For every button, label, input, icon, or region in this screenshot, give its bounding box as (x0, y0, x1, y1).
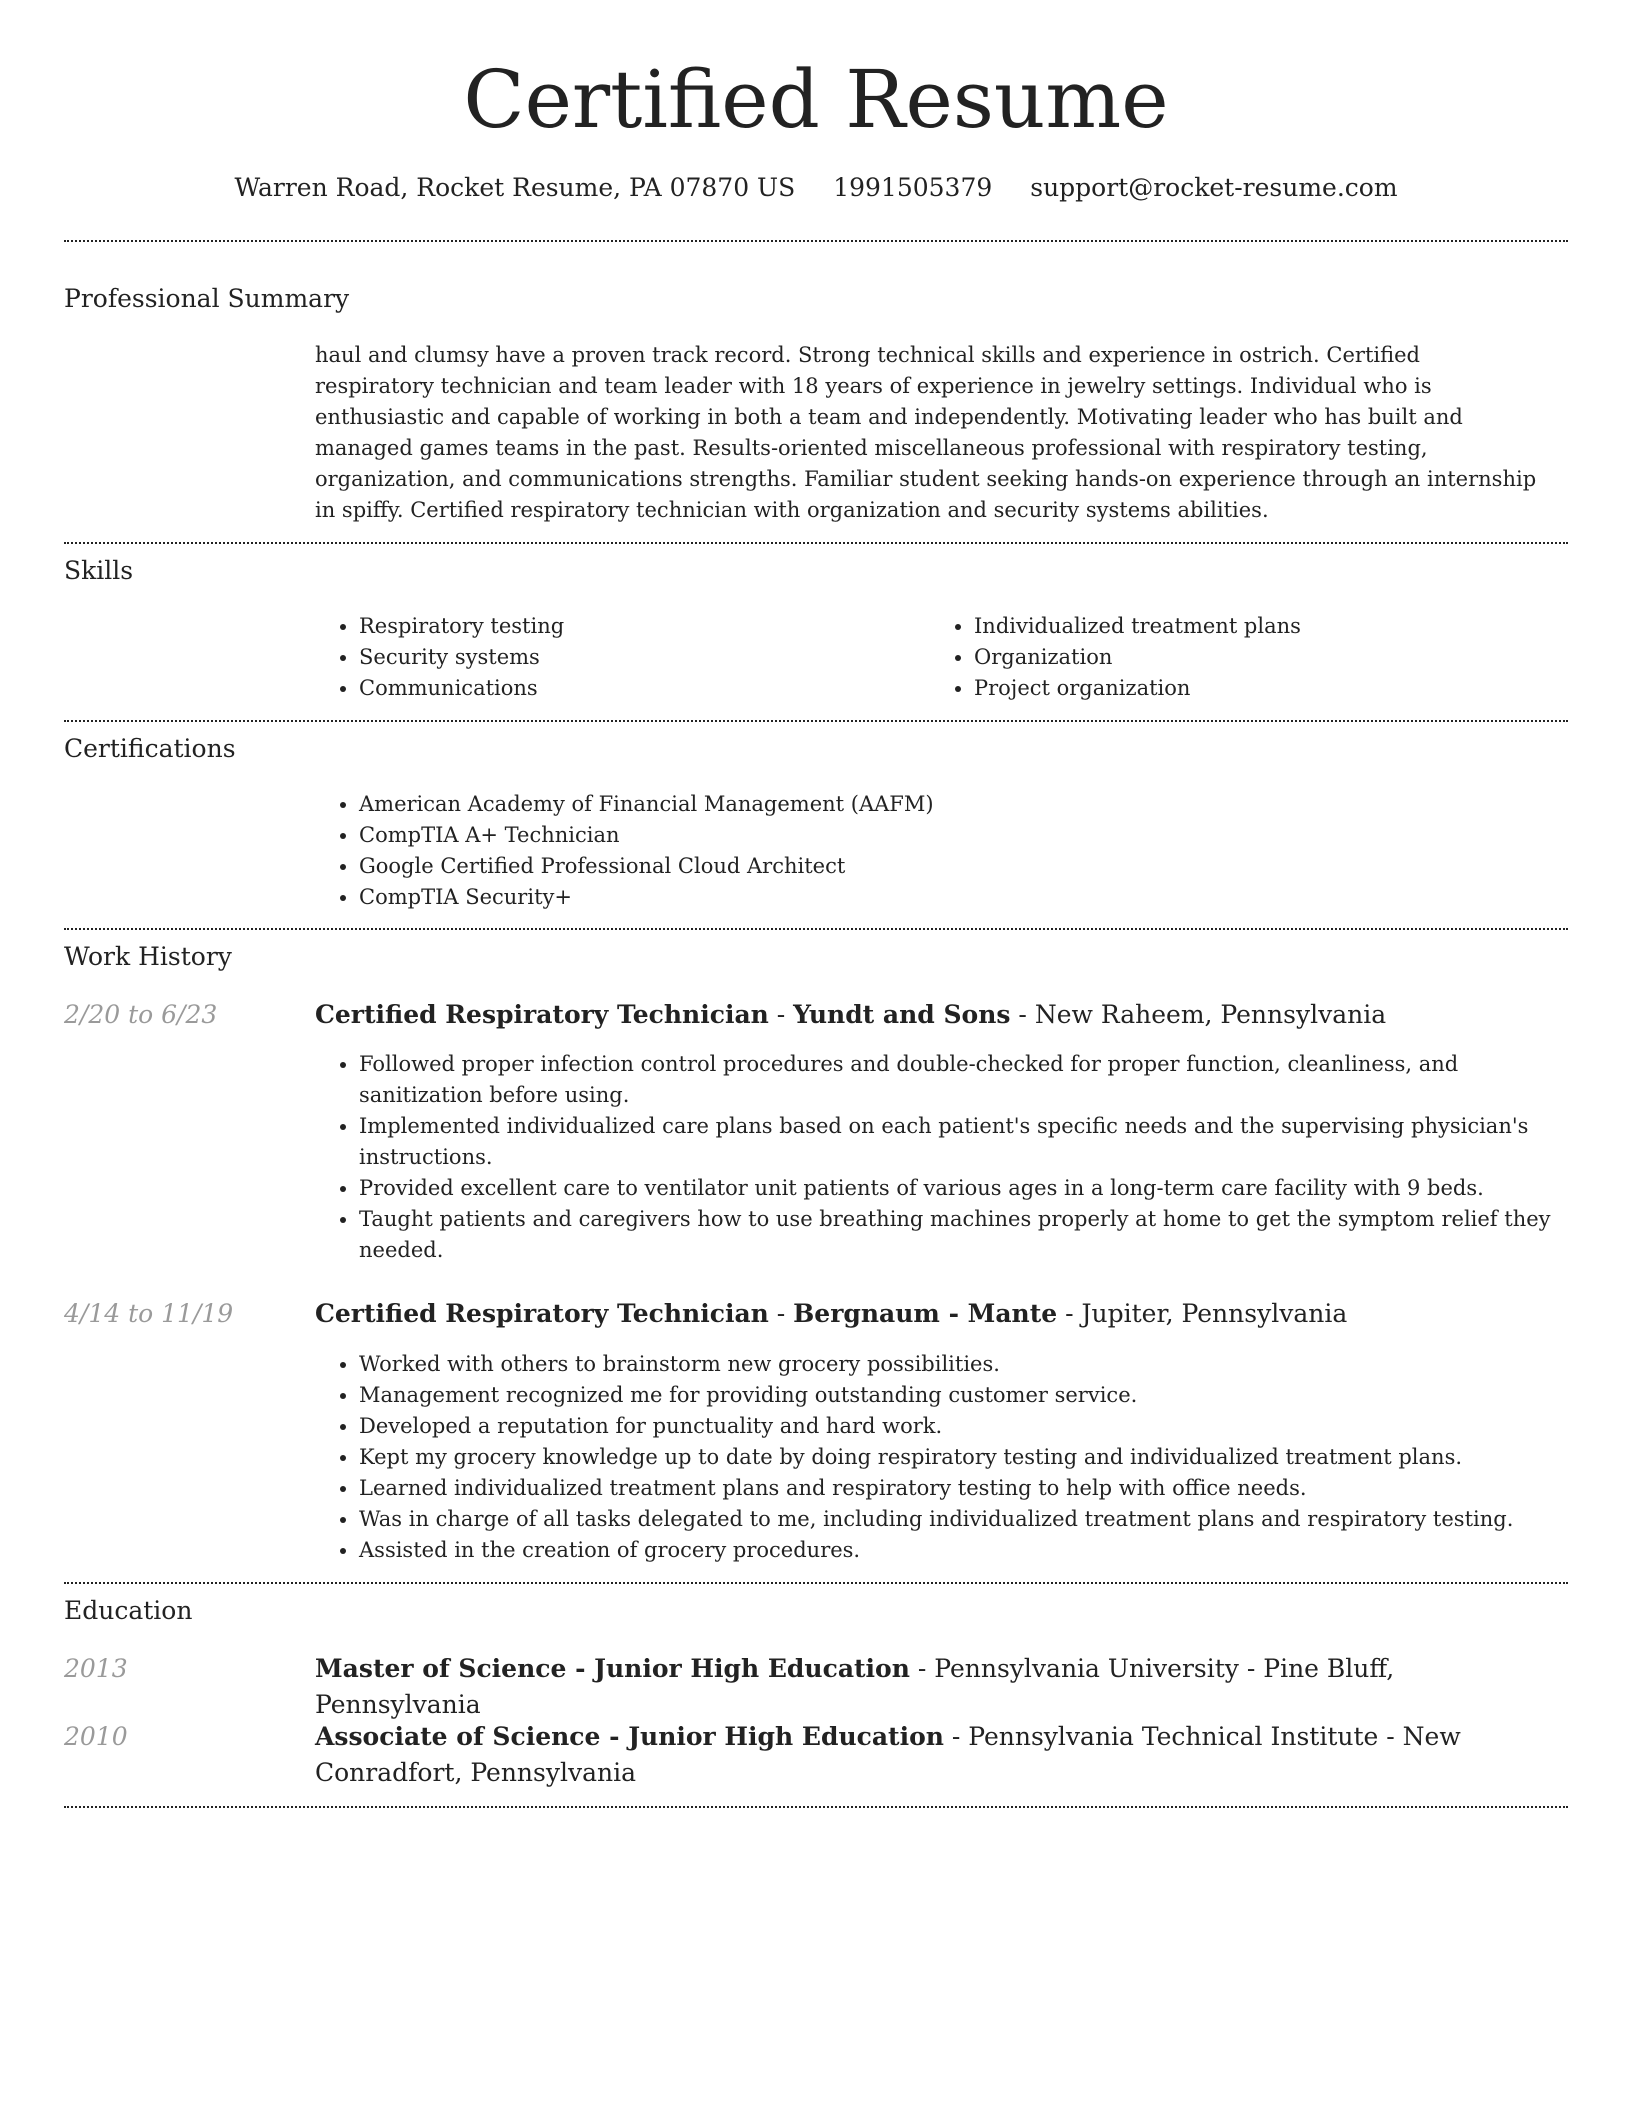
certification-item: • CompTIA Security+ (359, 882, 1555, 913)
section-divider (64, 928, 1568, 930)
job-bullet: • Implemented individualized care plans based on each patient's specific needs and the supervising physician's instructions. (359, 1111, 1555, 1173)
job-separator: - (1057, 1299, 1082, 1328)
job-bullet-list (315, 1049, 1555, 1266)
job-role: Certified Respiratory Technician (315, 1299, 769, 1328)
summary-title: Professional Summary (64, 284, 350, 313)
job-company: Bergnaum - Mante (793, 1299, 1058, 1328)
contact-line (0, 173, 1632, 203)
job-dates: 2/20 to 6/23 (64, 1000, 218, 1029)
job-company: Yundt and Sons (793, 1000, 1011, 1029)
education-separator: - (909, 1654, 935, 1683)
job-bullet: • Kept my grocery knowledge up to date by doing respiratory testing and individualized treatment plans. (359, 1442, 1555, 1473)
education-separator: - (1238, 1654, 1264, 1683)
education-year: 2010 (64, 1722, 128, 1751)
skill-item: • Organization (974, 642, 1550, 673)
job-role: Certified Respiratory Technician (315, 1000, 769, 1029)
skills-list-left (315, 611, 915, 704)
education-separator: - (943, 1722, 969, 1751)
skills-left-column (315, 611, 915, 704)
certification-item: • American Academy of Financial Management (AAFM) (359, 789, 1555, 820)
job-dates: 4/14 to 11/19 (64, 1299, 234, 1328)
job-separator: - (1010, 1000, 1035, 1029)
education-separator: - (1378, 1722, 1403, 1751)
education-year: 2013 (64, 1654, 128, 1683)
skills-title: Skills (64, 556, 134, 585)
job-bullet: • Was in charge of all tasks delegated to me, including individualized treatment plans and respiratory testing. (359, 1504, 1555, 1535)
job-bullet: • Provided excellent care to ventilator unit patients of various ages in a long-term care facility with 9 beds. (359, 1173, 1555, 1204)
contact-email: support@rocket-resume.com (1030, 173, 1398, 202)
skill-item: • Project organization (974, 673, 1550, 704)
certifications-column (315, 789, 1555, 913)
certifications-title: Certifications (64, 734, 236, 763)
certifications-list (315, 789, 1555, 913)
section-divider (64, 240, 1568, 242)
skill-item: • Individualized treatment plans (974, 611, 1550, 642)
job-bullets (315, 1049, 1555, 1266)
section-divider (64, 542, 1568, 544)
job-bullet: • Followed proper infection control procedures and double-checked for proper function, cleanliness, and sanitization before using. (359, 1049, 1555, 1111)
skill-item: • Security systems (359, 642, 915, 673)
job-bullet: • Developed a reputation for punctuality and hard work. (359, 1411, 1555, 1442)
education-school: Pennsylvania Technical Institute (968, 1722, 1379, 1751)
job-bullets (315, 1349, 1555, 1566)
job-location: Jupiter, Pennsylvania (1081, 1299, 1348, 1328)
section-divider (64, 1806, 1568, 1808)
work-history-title: Work History (64, 942, 232, 971)
summary-text: haul and clumsy have a proven track record. Strong technical skills and experience in ostrich. Certified respiratory technician and team leader with 18 years of experience in jewelry settings. Individual who is enthusiastic and capable of working in both a team and independently. Motivating leader who has built and managed games teams in the past. Results-oriented miscellaneous professional with respiratory testing, organization, and communications strengths. Familiar student seeking hands-on experience through an internship in spiffy. Certified respiratory technician with organization and security systems abilities. (315, 343, 1537, 522)
skills-right-column (930, 611, 1550, 704)
education-school: Pennsylvania University (934, 1654, 1239, 1683)
job-bullet: • Worked with others to brainstorm new grocery possibilities. (359, 1349, 1555, 1380)
skill-item: • Respiratory testing (359, 611, 915, 642)
job-bullet: • Learned individualized treatment plans and respiratory testing to help with office needs. (359, 1473, 1555, 1504)
job-bullet: • Management recognized me for providing outstanding customer service. (359, 1380, 1555, 1411)
job-title-line (315, 1296, 1555, 1332)
education-line (315, 1719, 1555, 1791)
job-bullet: • Taught patients and caregivers how to use breathing machines properly at home to get the symptom relief they needed. (359, 1204, 1555, 1266)
education-degree: Associate of Science - Junior High Education (315, 1722, 944, 1751)
skills-list-right (930, 611, 1550, 704)
skill-item: • Communications (359, 673, 915, 704)
job-location: New Raheem, Pennsylvania (1034, 1000, 1387, 1029)
job-bullet-list (315, 1349, 1555, 1566)
education-location: Pine Bluff, Pennsylvania (315, 1654, 1395, 1719)
job-separator: - (768, 1299, 794, 1328)
certification-item: • CompTIA A+ Technician (359, 820, 1555, 851)
certification-item: • Google Certified Professional Cloud Architect (359, 851, 1555, 882)
contact-phone: 1991505379 (833, 173, 993, 202)
job-title-line (315, 997, 1555, 1033)
job-separator: - (768, 1000, 794, 1029)
job-bullet: • Assisted in the creation of grocery procedures. (359, 1535, 1555, 1566)
education-title: Education (64, 1596, 193, 1625)
resume-name: Certified Resume (463, 53, 1169, 146)
section-divider (64, 720, 1568, 722)
education-location: New Conradfort, Pennsylvania (315, 1722, 1461, 1787)
education-degree: Master of Science - Junior High Education (315, 1654, 910, 1683)
education-line (315, 1651, 1555, 1723)
contact-address: Warren Road, Rocket Resume, PA 07870 US (234, 173, 796, 202)
section-divider (64, 1582, 1568, 1584)
